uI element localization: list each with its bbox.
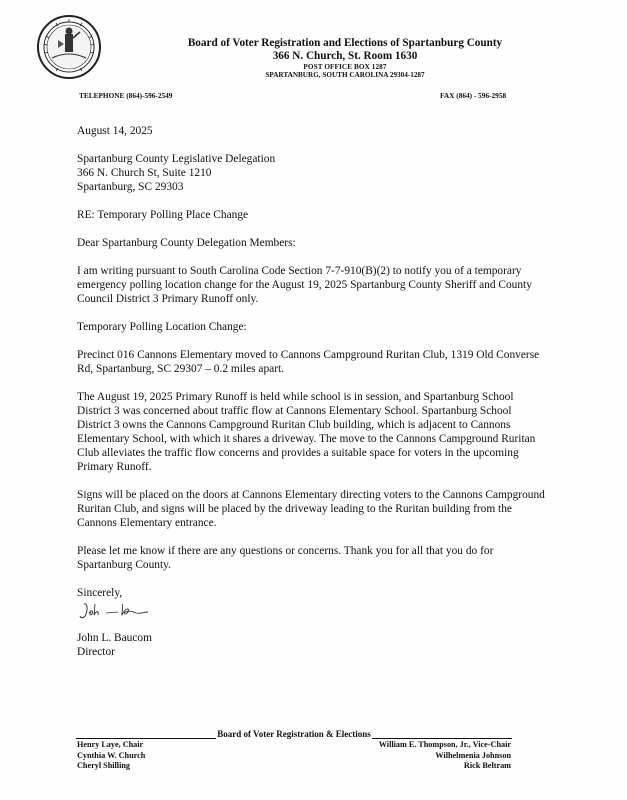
paragraph-6: Please let me know if there are any questions or concerns. Thank you for all that you do for Spartanburg County.	[77, 545, 494, 571]
paragraph-3: Precinct 016 Cannons Elementary moved to Cannons Campground Ruritan Club, 1319 Old Converse Rd, Spartanburg, SC 29307 – 0.2 miles apart.	[77, 349, 540, 375]
footer-members-left	[77, 740, 145, 772]
recipient-line-2: 366 N. Church St, Suite 1210	[77, 167, 212, 179]
fax: FAX (864) - 596-2958	[440, 91, 507, 100]
signer-name: John L. Baucom	[77, 632, 152, 644]
footer-rule-right	[372, 730, 512, 739]
footer-title: Board of Voter Registration & Elections	[217, 729, 371, 739]
paragraph-1: I am writing pursuant to South Carolina Code Section 7-7-910(B)(2) to notify you of a temporary emergency polling location change for the August 19, 2025 Spartanburg County Sheriff and County Council District 3 Primary Runoff only.	[77, 265, 532, 305]
letter-date: August 14, 2025	[77, 125, 153, 137]
recipient-line-1: Spartanburg County Legislative Delegation	[77, 153, 276, 165]
paragraph-2: Temporary Polling Location Change:	[77, 321, 247, 333]
org-city-state-zip: SPARTANBURG, SOUTH CAROLINA 29304-1287	[265, 71, 425, 80]
org-name: Board of Voter Registration and Elections of Spartanburg County	[187, 37, 503, 49]
closing: Sincerely,	[77, 587, 123, 599]
paragraph-5: Signs will be placed on the doors at Cannons Elementary directing voters to the Cannons Campground Ruritan Club, and signs will be placed by the driveway leading to the Ruritan building from the Cannons Elementary entrance.	[77, 489, 545, 529]
telephone: TELEPHONE (864)-596-2549	[79, 91, 173, 100]
handwritten-signature	[78, 600, 158, 622]
signer-title: Director	[77, 646, 115, 658]
org-po-box: POST OFFICE BOX 1287	[303, 62, 387, 71]
letter-body	[77, 124, 547, 600]
org-street: 366 N. Church, St. Room 1630	[272, 49, 418, 62]
county-seal-icon	[36, 14, 102, 80]
salutation: Dear Spartanburg County Delegation Members:	[77, 237, 296, 249]
paragraph-4: The August 19, 2025 Primary Runoff is held while school is in session, and Spartanburg School District 3 was concerned about traffic flow at Cannons Elementary School. Spartanburg School District 3 owns the Cannons Campground Ruritan Club building, which is adjacent to Cannons Elementary School, with which it shares a driveway. The move to the Cannons Campground Ruritan Club alleviates the traffic flow concerns and provides a suitable space for voters in the upcoming Primary Runoff.	[77, 391, 536, 473]
footer-members-right	[379, 740, 511, 772]
footer-rule-left	[76, 730, 216, 739]
signature-block	[77, 631, 152, 659]
footer-member: William E. Thompson, Jr., Vice-Chair	[378, 740, 511, 749]
subject-line: RE: Temporary Polling Place Change	[77, 209, 249, 221]
footer-member: Rick Beltram	[463, 761, 511, 770]
footer-member: Cynthia W. Church	[77, 750, 146, 760]
letterhead	[110, 37, 580, 79]
footer-member: Henry Laye, Chair	[77, 740, 144, 749]
footer-title-row	[76, 729, 512, 739]
footer-member: Cheryl Shilling	[77, 761, 131, 770]
recipient-line-3: Spartanburg, SC 29303	[77, 181, 184, 193]
footer-member: Wilhelmenia Johnson	[435, 750, 511, 760]
